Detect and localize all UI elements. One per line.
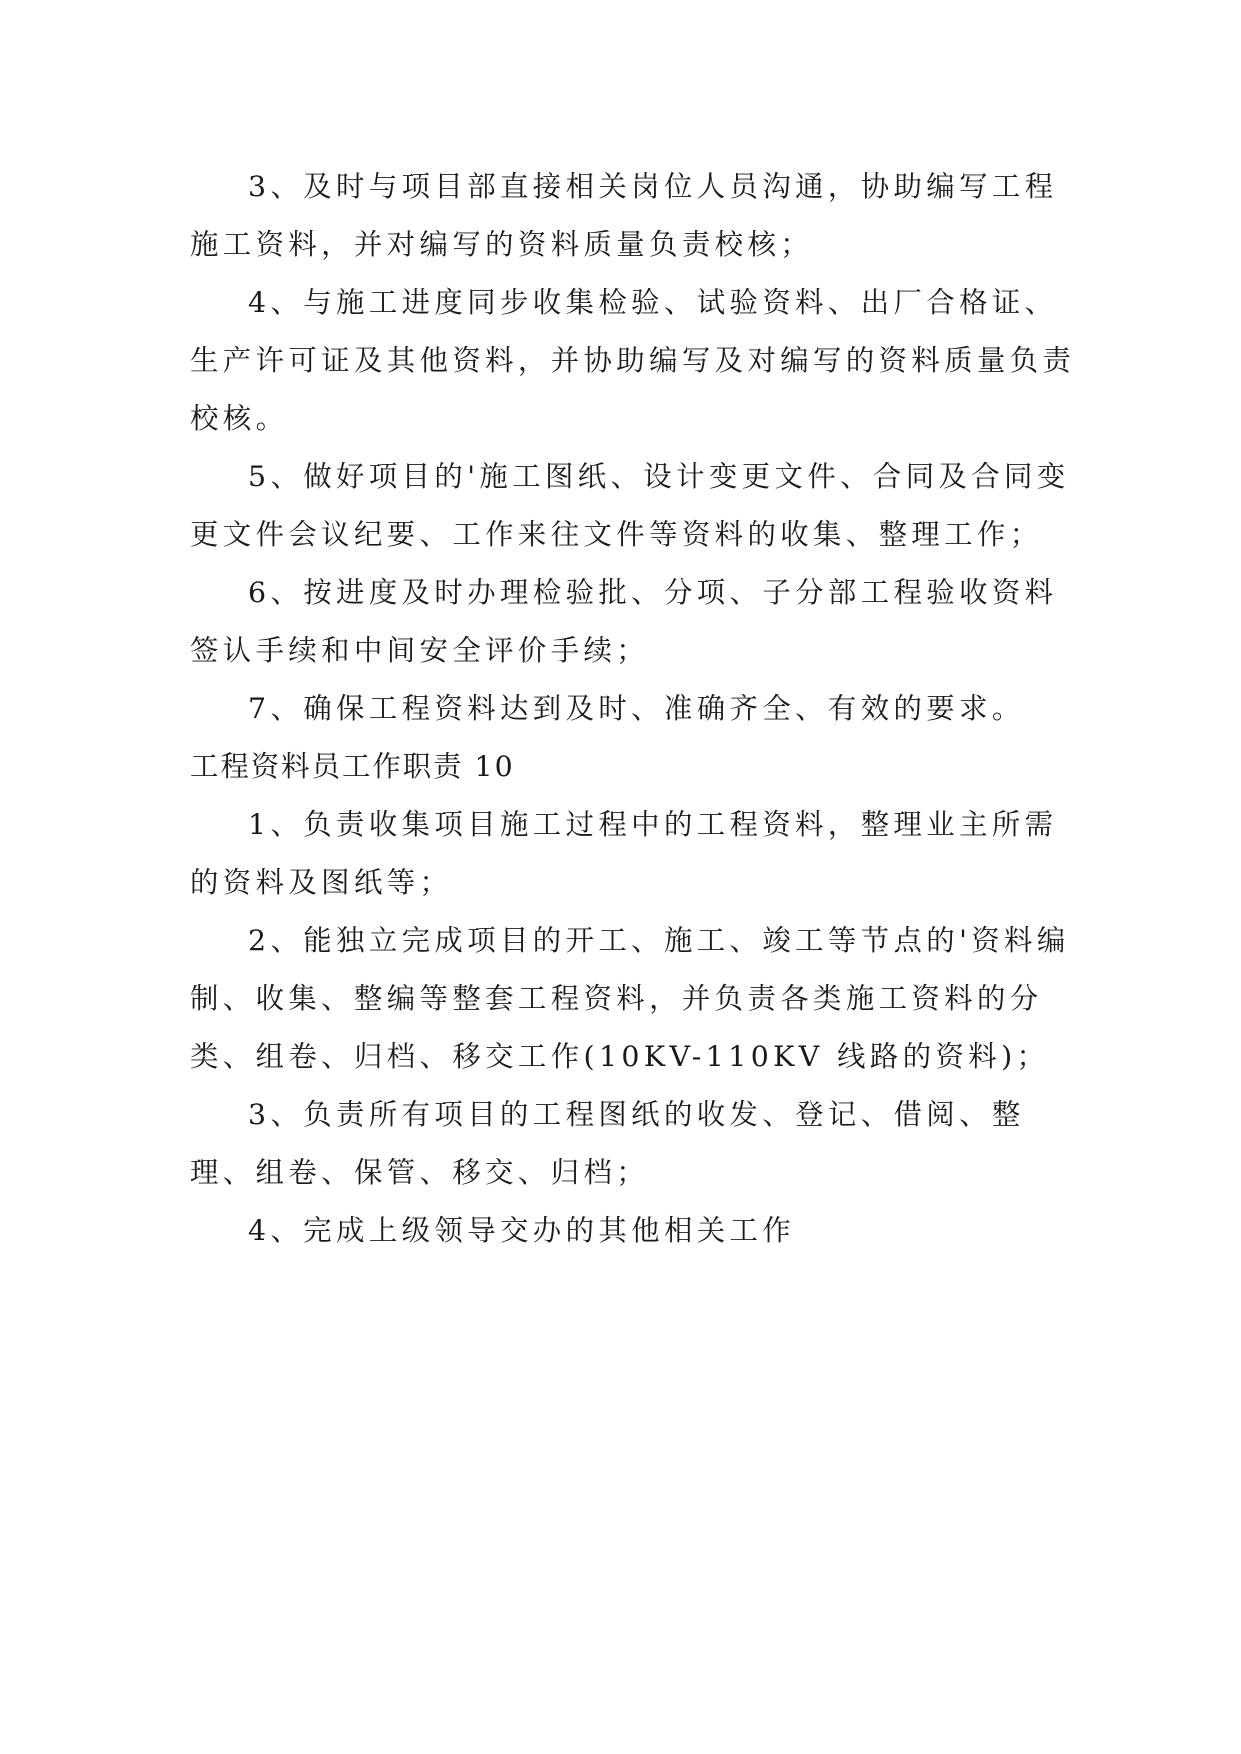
section-item-4: 4、完成上级领导交办的其他相关工作 — [248, 1214, 796, 1247]
paragraph-item-3: 3、及时与项目部直接相关岗位人员沟通，协助编写工程施工资料，并对编写的资料质量负责校核； — [190, 170, 1058, 261]
document-body — [190, 158, 1090, 1260]
section-title: 工程资料员工作职责 10 — [190, 750, 515, 783]
section-item-2: 2、能独立完成项目的开工、施工、竣工等节点的'资料编制、收集、整编等整套工程资料，并负责各类施工资料的分类、组卷、归档、移交工作(10KV-110KV 线路的资料)； — [190, 924, 1070, 1073]
paragraph-item-6: 6、按进度及时办理检验批、分项、子分部工程验收资料签认手续和中间安全评价手续； — [190, 576, 1058, 667]
paragraph-item-4: 4、与施工进度同步收集检验、试验资料、出厂合格证、生产许可证及其他资料，并协助编写及对编写的资料质量负责校核。 — [190, 286, 1076, 435]
paragraph-item-7: 7、确保工程资料达到及时、准确齐全、有效的要求。 — [248, 692, 1025, 725]
paragraph-item-5: 5、做好项目的'施工图纸、设计变更文件、合同及合同变更文件会议纪要、工作来往文件等资料的收集、整理工作； — [190, 460, 1070, 551]
section-item-3: 3、负责所有项目的工程图纸的收发、登记、借阅、整理、组卷、保管、移交、归档； — [190, 1098, 1025, 1189]
section-item-1: 1、负责收集项目施工过程中的工程资料，整理业主所需的资料及图纸等； — [190, 808, 1058, 899]
